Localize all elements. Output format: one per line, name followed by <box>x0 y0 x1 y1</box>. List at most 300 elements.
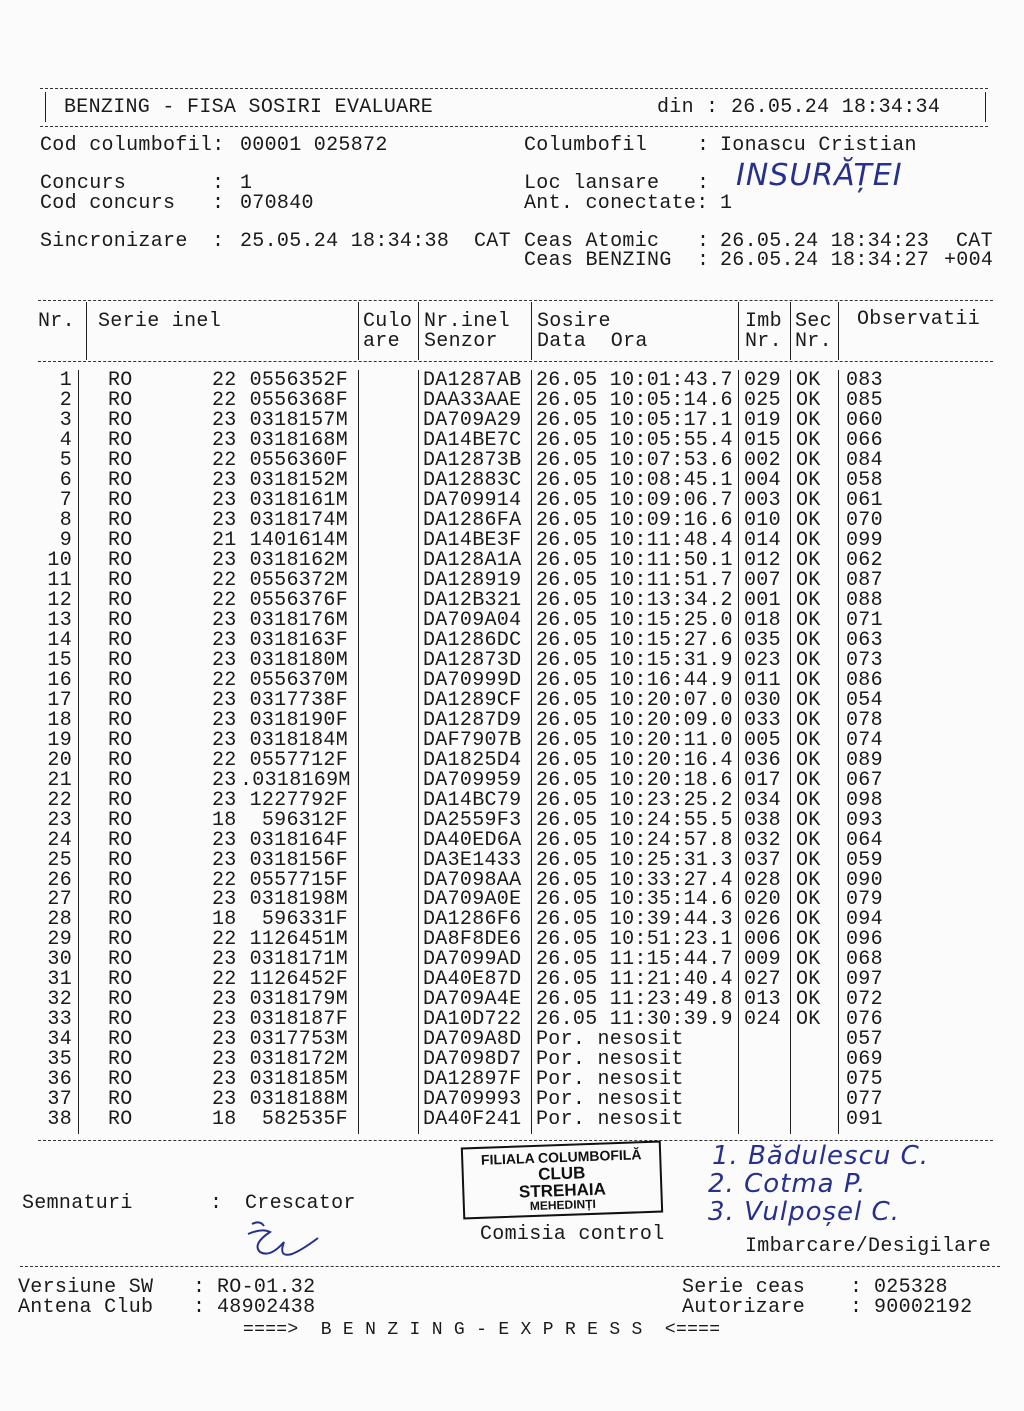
col-header-data-ora: Data Ora <box>537 330 648 353</box>
columbofil-value: Ionascu Cristian <box>720 134 917 157</box>
sec-status: OK <box>796 688 821 712</box>
sensor-id: DAF7907B <box>423 728 522 752</box>
sec-status: OK <box>796 408 821 432</box>
row-number: 25 <box>47 848 72 872</box>
colon: : <box>697 249 710 272</box>
country: RO <box>108 408 133 432</box>
country: RO <box>108 728 133 752</box>
sensor-id: DA1286F6 <box>423 908 522 932</box>
table-row <box>0 448 1024 472</box>
ring-year: 18 <box>212 1108 237 1132</box>
colon: : <box>212 192 225 215</box>
ring-year: 23 <box>212 708 237 732</box>
observation: 089 <box>846 748 883 772</box>
imb-nr: 028 <box>744 868 781 892</box>
imb-nr: 038 <box>744 808 781 832</box>
sensor-id: DA40E87D <box>423 968 522 992</box>
ring-year: 23 <box>212 1048 237 1072</box>
table-row <box>0 688 1024 712</box>
sec-status: OK <box>796 588 821 612</box>
sensor-id: DA1825D4 <box>423 748 522 772</box>
observation: 084 <box>846 448 883 472</box>
colon: : <box>212 172 225 195</box>
sensor-id: DA1286DC <box>423 628 522 652</box>
country: RO <box>108 388 133 412</box>
arrival-time: 26.05 10:24:55.5 <box>536 808 733 832</box>
cod-columbofil-value: 00001 025872 <box>240 134 388 157</box>
ring-number: 0318190F <box>249 708 348 732</box>
sensor-id: DA709A4E <box>423 988 522 1012</box>
club-stamp <box>461 1141 663 1220</box>
arrival-time: 26.05 11:21:40.4 <box>536 968 733 992</box>
observation: 099 <box>846 528 883 552</box>
ceas-benzing-value: 26.05.24 18:34:27 <box>720 249 930 272</box>
sensor-id: DA12883C <box>423 468 522 492</box>
observation: 066 <box>846 428 883 452</box>
observation: 097 <box>846 968 883 992</box>
observation: 058 <box>846 468 883 492</box>
sensor-id: DA709A8D <box>423 1028 522 1052</box>
row-number: 3 <box>59 408 72 432</box>
imb-nr: 005 <box>744 728 781 752</box>
ring-year: 23 <box>212 608 237 632</box>
ring-number: 0318163F <box>249 628 348 652</box>
country: RO <box>108 508 133 532</box>
sensor-id: DA1286FA <box>423 508 522 532</box>
observation: 061 <box>846 488 883 512</box>
table-top-rule <box>38 300 993 301</box>
country: RO <box>108 608 133 632</box>
observation: 054 <box>846 688 883 712</box>
sec-status: OK <box>796 788 821 812</box>
sec-status: OK <box>796 888 821 912</box>
imb-nr: 026 <box>744 908 781 932</box>
arrival-time: 26.05 10:07:53.6 <box>536 448 733 472</box>
row-number: 9 <box>59 528 72 552</box>
ring-number: 0318188M <box>249 1088 348 1112</box>
ring-number: 0556352F <box>249 369 348 392</box>
colon: : <box>193 1276 206 1299</box>
sensor-id: DA709914 <box>423 488 522 512</box>
ring-number: 0556360F <box>249 448 348 472</box>
imb-nr: 010 <box>744 508 781 532</box>
country: RO <box>108 828 133 852</box>
ring-year: 23 <box>212 1068 237 1092</box>
antena-value: 48902438 <box>217 1296 316 1319</box>
country: RO <box>108 568 133 592</box>
observation: 087 <box>846 568 883 592</box>
row-number: 34 <box>47 1028 72 1052</box>
sensor-id: DA709A29 <box>423 408 522 432</box>
ring-number: 0556370M <box>249 668 348 692</box>
arrival-time: 26.05 10:20:11.0 <box>536 728 733 752</box>
table-row <box>0 848 1024 872</box>
arrival-time: 26.05 10:33:27.4 <box>536 868 733 892</box>
imb-nr: 032 <box>744 828 781 852</box>
ring-number: 0556372M <box>249 568 348 592</box>
sec-status: OK <box>796 648 821 672</box>
header-left-border <box>45 92 46 122</box>
sensor-id: DA2559F3 <box>423 808 522 832</box>
row-number: 7 <box>59 488 72 512</box>
country: RO <box>108 369 133 392</box>
arrival-time: 26.05 10:01:43.7 <box>536 369 733 392</box>
colon: : <box>697 134 710 157</box>
sec-status: OK <box>796 488 821 512</box>
col-header-imb-nr: Nr. <box>745 330 782 353</box>
sensor-id: DA709959 <box>423 768 522 792</box>
concurs-label: Concurs <box>40 172 127 195</box>
sec-status: OK <box>796 808 821 832</box>
sec-status: OK <box>796 548 821 572</box>
country: RO <box>108 908 133 932</box>
imb-nr: 011 <box>744 668 781 692</box>
handwritten-signature-2: 2. Cotma P. <box>708 1169 867 1199</box>
country: RO <box>108 968 133 992</box>
column-divider <box>838 302 839 360</box>
sec-status: OK <box>796 928 821 952</box>
col-header-sec: Sec <box>795 310 832 333</box>
ring-year: 23 <box>212 1008 237 1032</box>
observation: 091 <box>846 1108 883 1132</box>
stamp-line: FILIALA COLUMBOFILĂ <box>480 1146 642 1168</box>
sensor-id: DA14BC79 <box>423 788 522 812</box>
ring-year: 23 <box>212 848 237 872</box>
col-header-senzor: Senzor <box>424 330 498 353</box>
handwritten-signature-1: 1. Bădulescu C. <box>712 1141 930 1171</box>
observation: 078 <box>846 708 883 732</box>
sec-status: OK <box>796 908 821 932</box>
ring-number: 0318164F <box>249 828 348 852</box>
table-header-rule <box>38 361 993 362</box>
imb-nr: 023 <box>744 648 781 672</box>
row-number: 10 <box>47 548 72 572</box>
comisia-label: Comisia control <box>480 1223 665 1246</box>
table-row <box>0 428 1024 452</box>
imb-nr: 036 <box>744 748 781 772</box>
loc-lansare-label: Loc lansare <box>524 172 660 195</box>
sensor-id: DA3E1433 <box>423 848 522 872</box>
arrival-time: 26.05 11:15:44.7 <box>536 948 733 972</box>
handwritten-signature-3: 3. Vulpoșel C. <box>708 1197 900 1227</box>
imb-nr: 030 <box>744 688 781 712</box>
sec-status: OK <box>796 468 821 492</box>
row-number: 30 <box>47 948 72 972</box>
table-row <box>0 788 1024 812</box>
column-divider <box>86 302 87 360</box>
ring-year: 23 <box>212 468 237 492</box>
ring-number: 0318174M <box>249 508 348 532</box>
header-right-border <box>985 92 986 122</box>
country: RO <box>108 1068 133 1092</box>
ring-year: 23 <box>212 508 237 532</box>
ring-year: 23 <box>212 828 237 852</box>
sensor-id: DA40F241 <box>423 1108 522 1132</box>
column-divider <box>790 302 791 360</box>
ring-number: 0317738F <box>249 688 348 712</box>
row-number: 33 <box>47 1008 72 1032</box>
ring-year: 23 <box>212 948 237 972</box>
observation: 067 <box>846 768 883 792</box>
sensor-id: DA709A04 <box>423 608 522 632</box>
col-header-nr-inel: Nr.inel <box>424 310 511 333</box>
ring-number: 0318180M <box>249 648 348 672</box>
imb-nr: 019 <box>744 408 781 432</box>
stamp-line: CLUB <box>537 1163 586 1184</box>
sec-status: OK <box>796 868 821 892</box>
ring-year: 23 <box>212 768 237 792</box>
country: RO <box>108 868 133 892</box>
ring-year: 23 <box>212 628 237 652</box>
imb-nr: 018 <box>744 608 781 632</box>
sec-status: OK <box>796 608 821 632</box>
column-divider <box>358 302 359 360</box>
column-divider <box>418 302 419 360</box>
sensor-id: DA14BE3F <box>423 528 522 552</box>
autorizare-value: 90002192 <box>874 1296 973 1319</box>
country: RO <box>108 748 133 772</box>
arrival-time: 26.05 10:23:25.2 <box>536 788 733 812</box>
ring-year: 22 <box>212 928 237 952</box>
country: RO <box>108 708 133 732</box>
row-number: 38 <box>47 1108 72 1132</box>
col-header-culoare: Culo <box>363 310 413 333</box>
colon: : <box>850 1276 863 1299</box>
imb-nr: 009 <box>744 948 781 972</box>
row-number: 4 <box>59 428 72 452</box>
table-row <box>0 828 1024 852</box>
arrival-time: Por. nesosit <box>536 1048 684 1072</box>
sec-status: OK <box>796 848 821 872</box>
row-number: 15 <box>47 648 72 672</box>
ring-year: 23 <box>212 488 237 512</box>
serie-ceas-label: Serie ceas <box>682 1276 806 1299</box>
sec-status: OK <box>796 628 821 652</box>
colon: : <box>210 1192 223 1215</box>
row-number: 37 <box>47 1088 72 1112</box>
observation: 083 <box>846 369 883 392</box>
observation: 057 <box>846 1028 883 1052</box>
imb-nr: 013 <box>744 988 781 1012</box>
ring-number: 0318171M <box>249 948 348 972</box>
row-number: 27 <box>47 888 72 912</box>
ceas-atomic-value: 26.05.24 18:34:23 <box>720 230 930 253</box>
ring-year: 23 <box>212 648 237 672</box>
versiune-value: RO-01.32 <box>217 1276 316 1299</box>
arrival-time: 26.05 10:35:14.6 <box>536 888 733 912</box>
row-number: 20 <box>47 748 72 772</box>
arrival-time: 26.05 10:20:18.6 <box>536 768 733 792</box>
sensor-id: DA709A0E <box>423 888 522 912</box>
ring-number: 1227792F <box>249 788 348 812</box>
table-row <box>0 728 1024 752</box>
observation: 096 <box>846 928 883 952</box>
row-number: 26 <box>47 868 72 892</box>
row-number: 19 <box>47 728 72 752</box>
arrival-time: 26.05 10:51:23.1 <box>536 928 733 952</box>
sincronizare-value: 25.05.24 18:34:38 <box>240 230 450 253</box>
ant-conectate-label: Ant. conectate: <box>524 192 709 215</box>
imb-nr: 017 <box>744 768 781 792</box>
row-number: 28 <box>47 908 72 932</box>
arrival-time: Por. nesosit <box>536 1108 684 1132</box>
sensor-id: DA14BE7C <box>423 428 522 452</box>
arrival-time: 26.05 10:11:48.4 <box>536 528 733 552</box>
table-row <box>0 588 1024 612</box>
table-row <box>0 608 1024 632</box>
sec-status: OK <box>796 369 821 392</box>
din-value: 26.05.24 18:34:34 <box>731 96 941 119</box>
sensor-id: DA8F8DE6 <box>423 928 522 952</box>
country: RO <box>108 1108 133 1132</box>
imb-nr: 004 <box>744 468 781 492</box>
row-number: 14 <box>47 628 72 652</box>
country: RO <box>108 688 133 712</box>
crescator-label: Crescator <box>245 1192 356 1215</box>
sensor-id: DA12B321 <box>423 588 522 612</box>
observation: 072 <box>846 988 883 1012</box>
observation: 063 <box>846 628 883 652</box>
imb-nr: 015 <box>744 428 781 452</box>
country: RO <box>108 788 133 812</box>
ring-number: 596331F <box>261 908 348 932</box>
ring-number: 582535F <box>261 1108 348 1132</box>
ceas-benzing-label: Ceas BENZING <box>524 249 672 272</box>
arrival-time: 26.05 10:39:44.3 <box>536 908 733 932</box>
ring-year: 22 <box>212 568 237 592</box>
sensor-id: DA7099AD <box>423 948 522 972</box>
ring-number: 596312F <box>261 808 348 832</box>
arrival-time: 26.05 10:20:09.0 <box>536 708 733 732</box>
row-number: 24 <box>47 828 72 852</box>
ceas-atomic-label: Ceas Atomic <box>524 230 660 253</box>
header-top-rule <box>40 88 988 89</box>
country: RO <box>108 808 133 832</box>
sec-status: OK <box>796 948 821 972</box>
loc-lansare-handwritten: INSURĂȚEI <box>736 158 903 193</box>
imb-nr: 006 <box>744 928 781 952</box>
arrival-time: 26.05 11:23:49.8 <box>536 988 733 1012</box>
sec-status: OK <box>796 568 821 592</box>
ceas-atomic-suffix: CAT <box>956 230 993 253</box>
imb-nr: 029 <box>744 369 781 392</box>
country: RO <box>108 628 133 652</box>
table-row <box>0 528 1024 552</box>
ring-number: 0318187F <box>249 1008 348 1032</box>
sensor-id: DA1289CF <box>423 688 522 712</box>
sensor-id: DA12873B <box>423 448 522 472</box>
observation: 062 <box>846 548 883 572</box>
observation: 090 <box>846 868 883 892</box>
ring-number: .0318169M <box>240 768 351 792</box>
ring-number: 0318162M <box>249 548 348 572</box>
ring-year: 22 <box>212 369 237 392</box>
ring-year: 18 <box>212 808 237 832</box>
ring-number: 0318198M <box>249 888 348 912</box>
semnaturi-label: Semnaturi <box>22 1192 133 1215</box>
arrival-time: 26.05 10:20:07.0 <box>536 688 733 712</box>
row-number: 22 <box>47 788 72 812</box>
ring-number: 0557715F <box>249 868 348 892</box>
colon: : <box>850 1296 863 1319</box>
row-number: 6 <box>59 468 72 492</box>
sensor-id: DA128A1A <box>423 548 522 572</box>
ring-year: 23 <box>212 548 237 572</box>
table-row <box>0 1110 1024 1130</box>
arrival-time: 26.05 10:05:14.6 <box>536 388 733 412</box>
row-number: 36 <box>47 1068 72 1092</box>
observation: 088 <box>846 588 883 612</box>
observation: 098 <box>846 788 883 812</box>
observation: 060 <box>846 408 883 432</box>
sec-status: OK <box>796 768 821 792</box>
crescator-signature <box>240 1218 330 1264</box>
arrival-time: 26.05 10:05:55.4 <box>536 428 733 452</box>
country: RO <box>108 848 133 872</box>
arrival-time: 26.05 10:16:44.9 <box>536 668 733 692</box>
row-number: 23 <box>47 808 72 832</box>
observation: 094 <box>846 908 883 932</box>
sensor-id: DA10D722 <box>423 1008 522 1032</box>
table-row <box>0 488 1024 512</box>
ring-number: 0318184M <box>249 728 348 752</box>
arrival-time: 26.05 10:11:51.7 <box>536 568 733 592</box>
ring-year: 23 <box>212 788 237 812</box>
row-number: 8 <box>59 508 72 532</box>
row-number: 21 <box>47 768 72 792</box>
observation: 074 <box>846 728 883 752</box>
row-number: 12 <box>47 588 72 612</box>
sec-status: OK <box>796 968 821 992</box>
sec-status: OK <box>796 668 821 692</box>
ring-number: 0318176M <box>249 608 348 632</box>
observation: 064 <box>846 828 883 852</box>
ring-year: 21 <box>212 528 237 552</box>
arrival-time: 26.05 10:05:17.1 <box>536 408 733 432</box>
country: RO <box>108 928 133 952</box>
row-number: 29 <box>47 928 72 952</box>
row-number: 16 <box>47 668 72 692</box>
sec-status: OK <box>796 528 821 552</box>
imb-nr: 012 <box>744 548 781 572</box>
ring-year: 23 <box>212 408 237 432</box>
columbofil-label: Columbofil <box>524 134 648 157</box>
ring-number: 0318157M <box>249 408 348 432</box>
arrival-time: 26.05 10:24:57.8 <box>536 828 733 852</box>
table-row <box>0 748 1024 772</box>
arrival-time: 26.05 10:25:31.3 <box>536 848 733 872</box>
imb-nr: 001 <box>744 588 781 612</box>
row-number: 35 <box>47 1048 72 1072</box>
imb-nr: 014 <box>744 528 781 552</box>
ring-number: 0318172M <box>249 1048 348 1072</box>
ring-year: 23 <box>212 728 237 752</box>
imb-nr: 002 <box>744 448 781 472</box>
ring-number: 1126452F <box>249 968 348 992</box>
cod-columbofil-label: Cod columbofil: <box>40 134 225 157</box>
imb-nr: 027 <box>744 968 781 992</box>
arrival-time: 26.05 10:20:16.4 <box>536 748 733 772</box>
country: RO <box>108 1008 133 1032</box>
arrival-time: Por. nesosit <box>536 1088 684 1112</box>
observation: 085 <box>846 388 883 412</box>
sensor-id: DA128919 <box>423 568 522 592</box>
imb-nr: 024 <box>744 1008 781 1032</box>
stamp-line: STREHAIA <box>518 1179 607 1202</box>
col-header-imb: Imb <box>745 310 782 333</box>
table-row <box>0 408 1024 432</box>
ring-year: 23 <box>212 688 237 712</box>
